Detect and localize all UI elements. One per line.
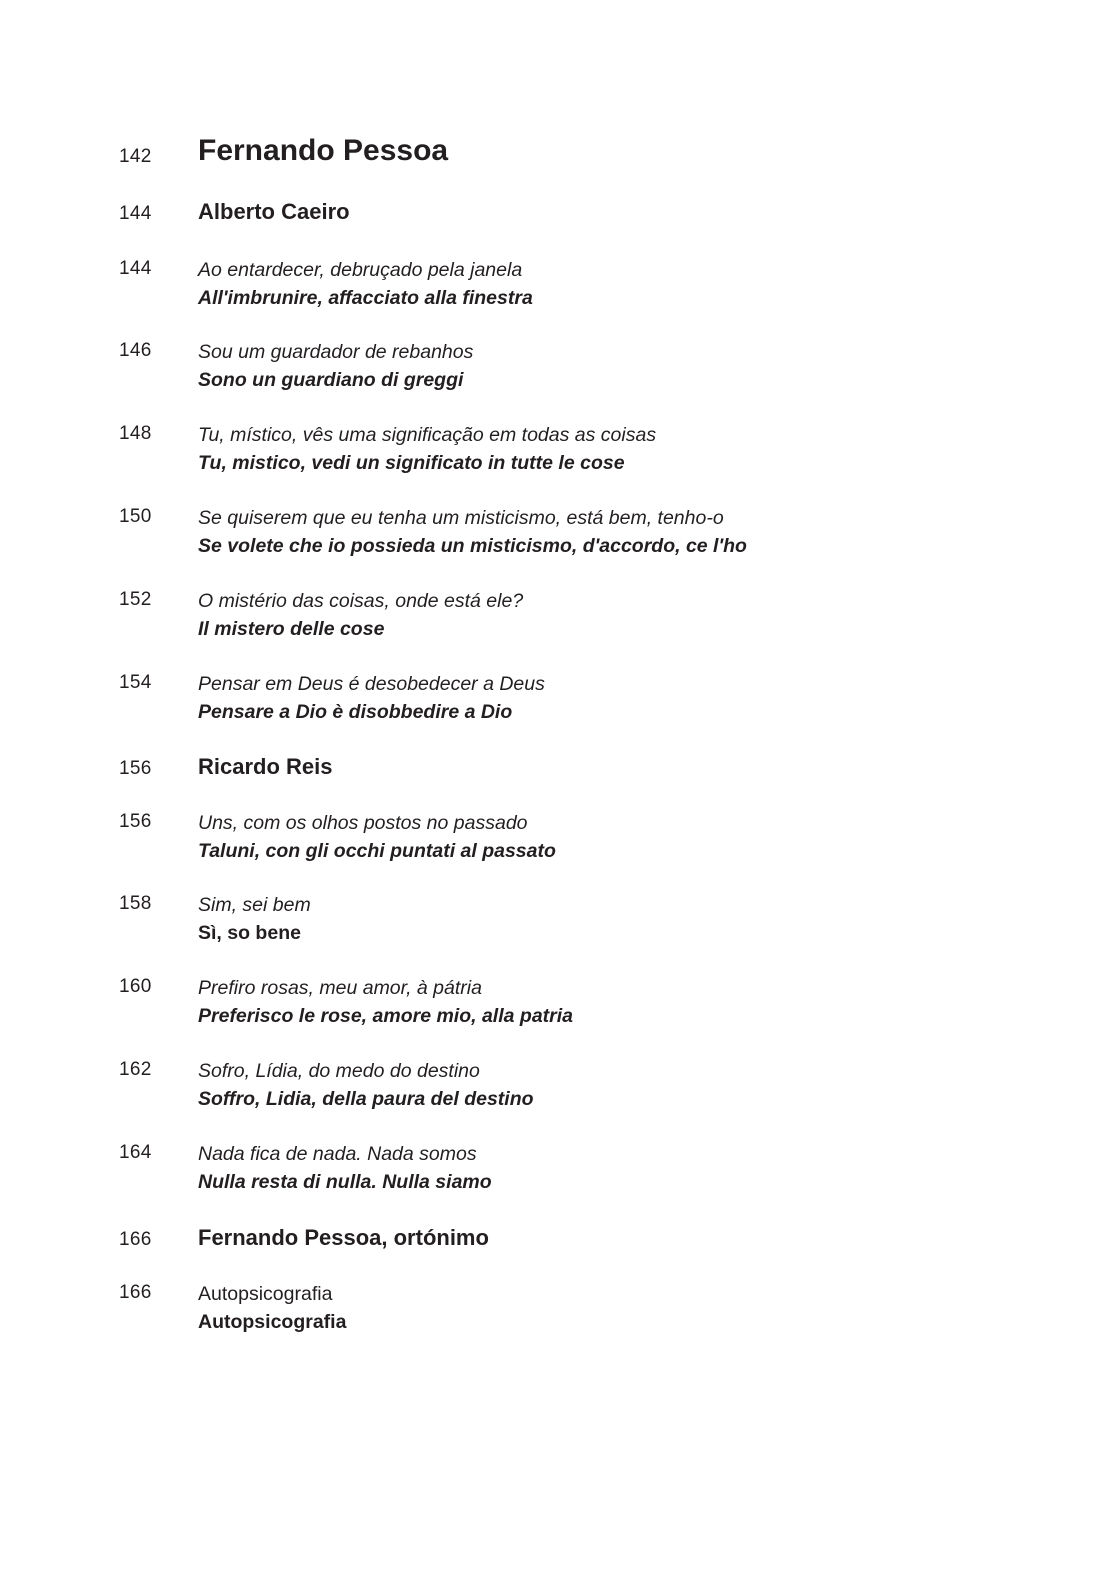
page-number: 144	[119, 203, 152, 224]
poem-translated-title: Preferisco le rose, amore mio, alla patria	[198, 1005, 574, 1027]
page-number: 166	[119, 1229, 152, 1250]
page-number: 152	[119, 589, 152, 610]
poem-original-title: Nada fica de nada. Nada somos	[198, 1143, 477, 1165]
page-number: 162	[119, 1059, 152, 1080]
poem-original-title: Tu, místico, vês uma significação em todas as coisas	[198, 424, 657, 446]
page-number: 156	[119, 811, 152, 832]
main-author-title: Fernando Pessoa	[198, 134, 449, 167]
page-number: 160	[119, 976, 152, 997]
page-number: 154	[119, 672, 152, 693]
poem-original-title: Autopsicografia	[198, 1283, 333, 1305]
poem-translated-title: Tu, mistico, vedi un significato in tutte le cose	[198, 452, 625, 474]
poem-original-title: Ao entardecer, debruçado pela janela	[198, 259, 523, 281]
page-number: 142	[119, 146, 152, 167]
poem-original-title: Sofro, Lídia, do medo do destino	[198, 1060, 480, 1082]
poem-translated-title: Taluni, con gli occhi puntati al passato	[198, 840, 556, 862]
poem-original-title: O mistério das coisas, onde está ele?	[198, 590, 524, 612]
poem-translated-title: Autopsicografia	[198, 1311, 347, 1333]
page-number: 156	[119, 758, 152, 779]
poem-original-title: Se quiserem que eu tenha um misticismo, está bem, tenho-o	[198, 507, 724, 529]
poem-translated-title: Sì, so bene	[198, 922, 301, 944]
page-number: 158	[119, 893, 152, 914]
page-number: 148	[119, 423, 152, 444]
poem-original-title: Uns, com os olhos postos no passado	[198, 812, 528, 834]
poem-translated-title: Il mistero delle cose	[198, 618, 385, 640]
poem-original-title: Pensar em Deus é desobedecer a Deus	[198, 673, 545, 695]
poem-translated-title: Pensare a Dio è disobbedire a Dio	[198, 701, 513, 723]
poem-translated-title: Soffro, Lidia, della paura del destino	[198, 1088, 534, 1110]
poem-original-title: Sou um guardador de rebanhos	[198, 341, 474, 363]
poem-translated-title: Se volete che io possieda un misticismo, d'accordo, ce l'ho	[198, 535, 747, 557]
poem-translated-title: All'imbrunire, affacciato alla finestra	[198, 287, 533, 309]
poem-original-title: Prefiro rosas, meu amor, à pátria	[198, 977, 482, 999]
poem-translated-title: Sono un guardiano di greggi	[198, 369, 464, 391]
page-number: 166	[119, 1282, 152, 1303]
page-number: 146	[119, 340, 152, 361]
poem-original-title: Sim, sei bem	[198, 894, 311, 916]
poem-translated-title: Nulla resta di nulla. Nulla siamo	[198, 1171, 492, 1193]
page-number: 150	[119, 506, 152, 527]
page-number: 164	[119, 1142, 152, 1163]
page-number: 144	[119, 258, 152, 279]
section-author: Ricardo Reis	[198, 754, 333, 779]
section-author: Alberto Caeiro	[198, 199, 350, 224]
section-author: Fernando Pessoa, ortónimo	[198, 1225, 489, 1250]
